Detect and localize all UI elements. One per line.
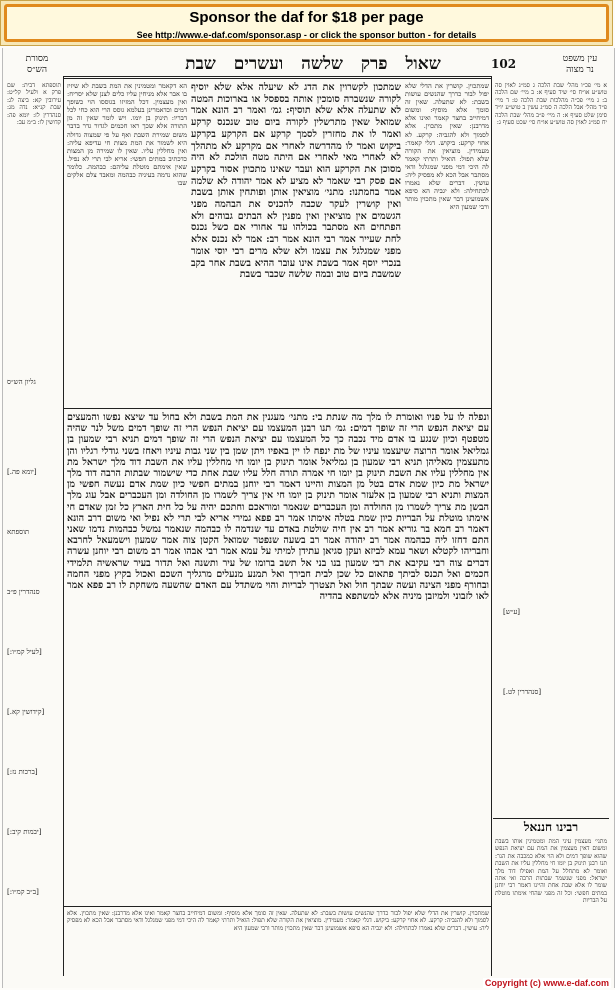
page-header-title	[143, 54, 483, 76]
margin-note: [סנהדרין לט.]	[503, 688, 542, 696]
left-margin-rule	[63, 76, 64, 976]
talmud-page	[2, 48, 615, 988]
sponsor-subtitle[interactable]: See http://www.e-daf.com/sponsor.asp - or click the sponsor button - for details	[136, 30, 477, 40]
margin-note: תוספתא	[7, 528, 30, 536]
header-word: ועשרים	[233, 54, 284, 74]
margin-note: [קידושין קא.]	[7, 708, 45, 716]
sponsor-banner-frame[interactable]	[4, 4, 609, 42]
section-rule-bottom	[63, 906, 491, 907]
header-word: פרק	[360, 54, 388, 74]
margin-note: [לעיל קמ״ו:]	[7, 648, 42, 656]
margin-note: [ב״ב קמ״ו:]	[7, 888, 39, 896]
copyright-link[interactable]: Copyright (c) www.e-daf.com	[484, 978, 609, 988]
rabbeinu-chananel-heading: רבינו חננאל	[523, 820, 579, 834]
right-margin-rule	[491, 76, 492, 976]
margin-note: [יומא פה.]	[7, 468, 37, 476]
ein-mishpat-header: עין משפט נר מצוה	[562, 54, 598, 75]
ein-mishpat-column: א מי׳ פכ״ו מהל׳ שבת הלכה ג סמ״ג לאוין סה טוש״ע או״ח סי׳ שיד סעיף א: ב מיי׳ שם הלכה ב: ג מיי׳ פכ״ה מהלכות שבת הלכה ט: ד מיי׳ פ״ד מהל׳ אבל הלכה ה סמ״ג עשין ב טוש״ע יו״ד סימן שלט סעיף א: ה מיי׳ פ״ב מהל׳ שבת הלכה יח סמ״ג לאוין סה טוש״ע או״ח סי׳ שכט סעיף ג:	[495, 82, 607, 127]
header-rule	[63, 76, 491, 77]
header-rule-double	[63, 78, 491, 79]
header-word: שאול	[405, 54, 441, 74]
sponsor-banner[interactable]	[0, 0, 613, 46]
page-number: 102	[491, 57, 517, 71]
margin-note: סנהדרין פ״ב	[7, 588, 40, 596]
margin-note: [יבמות קיב:]	[7, 828, 42, 836]
mesoret-hashas-header: מסורת הש״ס	[25, 54, 49, 75]
rabbeinu-chananel-column: מתני׳ מעצמין עיני המת ומטמינין אותו בשבת ומשום דאין מעצמין את המת עם יציאת הנפש שהוא שופך דמים ולא הוי אלא כמכבה את הנר: תנו רבנן תינוק בן יומו חי מחללין עליו את השבת ואומר לא מתחלל על המת ואפילו דוד מלך ישראל: מפני שנשמר שבתות הרבה ואי אתה שומר לו אלא שבת אחת והיינו דאמר רבי יוחנן במתים חפשי: וכל זה מפני שהחי אימתו מוטלת על הבריות	[495, 838, 607, 905]
rashi-column: שמתכוין. קושרין את הדלי שלא יפול לבור כדרך שהנשים עושות בשבת: לא שתעלה. שאין זה סומך אלא מוסיף: ומשום דמיחייב בחצר קאמר ואינו אלא מדרבנן: שאין מתכוין. אלא לסמוך ולא להגביה: קרקע. לא אחוי קרקע: ביקוש. דגלי קאמר: מעמידין. מוציאין את הקורה שלא תפול: הואיל ותרתי קאמר לה היכי דמי מפני שמגלגל ודאי מסתבר אבל הכא לא מפסיק ליה: עושין. דברים שלא נאמרו לכתחילה: ולא יגביה הא סיפא אשמועינן דבר שאין מתכוין מותר ורבי שמעון היא	[405, 82, 489, 212]
tosafot-column: הא דקאמר ומטמינין את המת בשבת לא שיזיז בו אבר אלא מניחין עליו כלים לצנן שלא יסריח: ואין מעצמין. דכל המזיזו בגוססו הוי כשופך דמים וכדאמרינן בעלמא גוסס הרי הוא כחי לכל דבריו: תינוק בן יומו. ויש לומר שאין זה מן התורה אלא שכך ראו חכמים לגדור גדר בדבר משום שמירת השבת ואף על פי שמצוה גדולה היא לשמור את המת מצות חי עדיפא עליה: ואין מחללין עליו. שאין לו שמירה מן המצות כדכתיב במתים חפשי: אריא לבי תרי לא נפיל. שאין אימתם מוטלת עליהם: כבהמה. כלומר שהוא נדמה בעיניה כבהמה ומאבד צלם אלקים שבו	[67, 82, 187, 188]
gemara-lower: ונפלה לו על פניו ואומרת לו מלך מה שנתת בי: מתני׳ מעגנין את המת בשבת ולא בחול עד שיצא נפשו והמעצים עם יציאת הנפש הרי זה שופך דמים: גמ׳ תנו רבנן המעצמו עם יציאת הנפש הרי זה שופך דמים משל לנר שהיה מטפטף וכיון שנגע בו אדם מיד נכבה כך כל המעצמו עם יציאת הנפש הרי זה שופך דמים תניא רבי שמעון בן גמליאל אומר הרוצה שיעצמו עיניו של מת ינפח לו יין באפיו ויתן שמן בין שני גבות עיניו ויאחז בשני גודלי רגליו והן מתעצמין מאליהן תניא רבי שמעון בן גמליאל אומר תינוק בן יומו חי מחללין עליו את השבת דוד מלך ישראל מת אין מחללין עליו את השבת תינוק בן יומו חי אמרה תורה חלל עליו שבת אחת כדי שישמור שבתות הרבה דוד מלך ישראל מת כיון שמת אדם בטל מן המצות והיינו דאמר רבי יוחנן במתים חפשי כיון שמת אדם נעשה חפשי מן המצות ותניא רבי שמעון בן אלעזר אומר תינוק בן יומו חי אין צריך לשמרו מן החולדה ומן העכברים אבל עוג מלך הבשן מת צריך לשמרו מן החולדה ומן העכברים שנאמר ומוראכם וחתכם יהיה על כל חית הארץ כל זמן שאדם חי אימתו מוטלת על הבריות כיון שמת בטלה אימתו אמר רב פפא גמירי אריא לבי תרי לא נפיל ואי משום דרב הונא דאמר רב חמא בר גוריא אמר רב אין חיה שולטת באדם עד שנדמה לו כבהמה שנאמר נמשל כבהמות נדמו שאני התם דחזו ליה כבהמה אמר רב יהודה אמר רב בשעה שנפטר שמואל הקטן צוה אמר שמעון וישמעאל לחרבא וחבריהו לקטלא ושאר עמא לביזא ועקן סגיאן עתידן למיתי על עמא אמר רבי אבהו אמר רב משום רבי יוחנן עשרה דברים צוה רבי עקיבא את רבי שמעון בנו בני אל תשב ברומו של עיר ותשנה ואל תדור בעיר שראשיה תלמידי חכמים ואל תכנס לביתך פתאום כל שכן לבית חבירך ואל תמנע מנעלים מרגליך השכם ואכול בקיץ מפני החמה ובחורף מפני הצינה ועשה שבתך חול ואל תצטרך לבריות והוי משתדל עם האדם שהשעה משחקת לו רב פפא אמר לאו לזבוני ולמיזבן מיניה אלא למשתפא בהדיה	[67, 412, 489, 603]
header-word: שבת	[185, 54, 216, 74]
sponsor-title[interactable]: Sponsor the daf for $18 per page	[189, 9, 424, 26]
margin-note: [ברכות נז:]	[7, 768, 38, 776]
margin-note: גליון הש״ס	[7, 378, 36, 386]
gemara-upper: שמתכון לקשרוין את הדג לא שיעלה אלא שלא יוסיף לקורה שנשברה סומכין אותה בספסל או בארוכות המטה לא שתעלה אלא שלא תוסיף: גמ׳ ואמר רב הונא אמר שמואל שאין מתרשלין לקורה ביום טוב שנכנס קרקע ואמר לו את מחזרין לסמך קרקע אם הקרקע בקרקע ביקוש ואמר לו מהדרשה לאחרי אם מקרקע לא מתהלך לא לאחרי מאי לאחרי אם היתה מטה הולכת לא היה מסוכן את הקרקע הוא ועבר שאינו מתכוין אסור בקרקע אם פסק רבי שאמר לא מציע לא אמר יהודה לא שלמה אמר בחמתנו: מתני׳ מוציאין אותן ופותחין אותן בשבת ואין קושרין לעקר שכבה להכניס את הבהמה מפני הגשמים אין מוציאין ואין מפנין לא הבתים גבוהים ולא הפתחים הא מסתבר בכולהו עד אחורי אם כשל נכנס לחת שעייר אמר רבי הונא אמר רב: אמר לא נכנס אלא מפני שמגלגל את עצמו ולא שלא מרים רבי יוסי אומר בנכרי יוסף אמר בשבת אינו עובר ההיא בשבת אחר בקב שמשבת ביום טוב ובמה שלשה שכבר בשבת	[191, 82, 401, 281]
bottom-commentary: שמתכוין. קושרין את הדלי שלא יפול לבור כדרך שהנשים עושות בשבת: לא שתעלה. שאין זה סומך אלא מוסיף: ומשום דמיחייב בחצר קאמר ואינו אלא מדרבנן: שאין מתכוין. אלא לסמוך ולא להגביה: קרקע. לא אחוי קרקע: ביקוש. דגלי קאמר: מעמידין. מוציאין את הקורה שלא תפול: הואיל ותרתי קאמר לה היכי דמי מפני שמגלגל ודאי מסתבר אבל הכא לא מפסיק ליה: עושין. דברים שלא נאמרו לכתחילה: ולא יגביה הא סיפא אשמועינן דבר שאין מתכוין מותר ורבי שמעון היא	[67, 910, 489, 932]
section-rule	[63, 408, 491, 409]
rabbeinu-rule	[493, 818, 609, 819]
mesoret-hashas-column: תוספתא דבית: שם פרק א ולעיל קל״ט: עירובין קא: ביצה לג: שבת קנ״א: נדה מג: סנהדרין לז: יומא פה: קדושין לו: ב״מ עב:	[7, 82, 61, 127]
header-word: שלשה	[301, 54, 343, 74]
margin-note: [ע״ש]	[503, 608, 521, 616]
